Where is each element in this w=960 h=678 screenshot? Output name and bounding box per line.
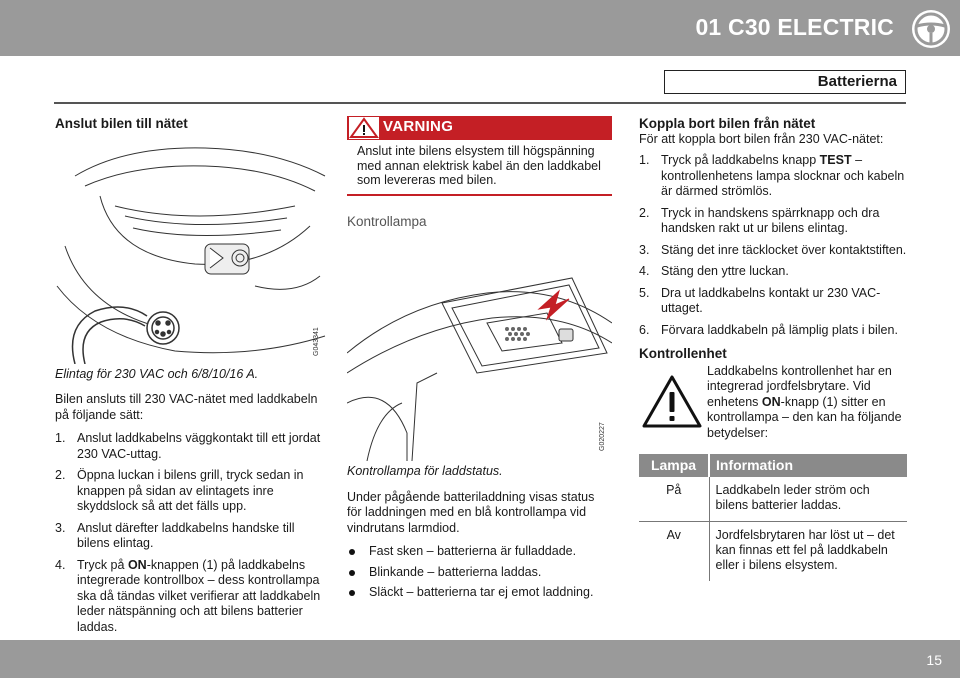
page-number: 15 — [926, 652, 942, 668]
warning-header — [347, 116, 612, 140]
image-caption: Elintag för 230 VAC och 6/8/10/16 A. — [55, 366, 259, 381]
right-column — [639, 116, 907, 581]
lamp-table — [639, 454, 907, 581]
warning-triangle-icon — [641, 374, 703, 430]
list-item: 4. Tryck på ON-knappen (1) på laddkabelns integrerade kontrollbox – dess kontrollampa ska då tändas vilket verifierar att laddkabeln leder nätspänning och att bilens batterier laddas. — [55, 557, 321, 634]
connect-intro: Bilen ansluts till 230 VAC-nätet med laddkabeln på följande sätt: — [55, 392, 318, 422]
chapter-title: 01 C30 ELECTRIC — [695, 14, 894, 40]
list-item: 3. Stäng det inre täcklocket över kontaktstiften. — [639, 242, 907, 257]
list-item: 6. Förvara laddkabeln på lämplig plats i bilen. — [639, 322, 898, 337]
indicator-text: Under pågående batteriladdning visas status för laddningen med en blå kontrollampa vid vindrutans larmdiod. — [347, 489, 595, 535]
warning-triangle-icon — [349, 117, 379, 139]
warning-label: VARNING — [383, 118, 454, 135]
image-id: G020227 — [599, 422, 606, 451]
connect-steps — [55, 431, 330, 635]
table-cell: Av — [639, 521, 709, 581]
list-item: 1. Anslut laddkabelns väggkontakt till ett jordat 230 VAC-uttag. — [55, 431, 321, 461]
table-row — [639, 521, 907, 581]
list-item: 2. Tryck in handskens spärrknapp och dra handsken rakt ut ur bilens elintag. — [639, 205, 880, 235]
footer-bar — [0, 640, 960, 678]
windscreen-drawing — [347, 233, 612, 461]
header-bar — [0, 0, 960, 56]
table-cell: På — [639, 477, 709, 522]
connect-heading: Anslut bilen till nätet — [55, 116, 188, 131]
indicator-states — [347, 544, 612, 601]
disconnect-intro: För att koppla bort bilen från 230 VAC-nätet: — [639, 131, 884, 146]
warning-box — [347, 116, 612, 196]
left-column — [55, 116, 330, 641]
steering-wheel-icon — [910, 8, 952, 50]
car-grille-drawing — [55, 136, 330, 364]
indicator-heading: Kontrollampa — [347, 213, 427, 229]
list-item: 2. Öppna luckan i bilens grill, tryck sedan in knappen på sidan av elintagets inre skyddslock så att det fälls upp. — [55, 468, 304, 513]
list-item: 3. Anslut därefter laddkabelns handske till bilens elintag. — [55, 520, 295, 550]
list-item: Fast sken – batterierna är fulladdade. — [347, 544, 612, 560]
middle-column — [347, 116, 612, 606]
table-header: Lampa — [639, 454, 709, 477]
image-caption: Kontrollampa för laddstatus. — [347, 464, 503, 478]
list-item: Släckt – batterierna tar ej emot laddning. — [347, 585, 612, 601]
table-header: Information — [709, 454, 907, 477]
charging-inlet-illustration — [55, 136, 330, 364]
disconnect-steps — [639, 153, 907, 338]
list-item: 5. Dra ut laddkabelns kontakt ur 230 VAC-uttaget. — [639, 285, 881, 315]
table-cell: Laddkabeln leder ström och bilens batterier laddas. — [709, 477, 907, 522]
section-title: Batterierna — [664, 70, 906, 94]
list-item: Blinkande – batterierna laddas. — [347, 565, 612, 581]
control-unit-block — [639, 364, 907, 446]
control-unit-text: Laddkabelns kontrollenhet har en integrerad jordfelsbrytare. Vid enhetens ON-knapp (1) sitter en kontrollampa – den kan ha följande betydelser: — [707, 363, 902, 440]
table-row — [639, 477, 907, 522]
warning-text: Anslut inte bilens elsystem till högspänning med annan elektrisk kabel än den laddkabel som levereras med bilen. — [347, 140, 612, 196]
table-cell: Jordfelsbrytaren har löst ut – det kan finnas ett fel på laddkabeln eller i bilens elsystem. — [715, 527, 895, 572]
section-divider — [54, 102, 906, 104]
list-item: 4. Stäng den yttre luckan. — [639, 264, 789, 278]
image-id: G043341 — [313, 326, 320, 356]
dashboard-illustration — [347, 233, 612, 461]
control-unit-heading: Kontrollenhet — [639, 346, 727, 361]
disconnect-heading: Koppla bort bilen från nätet — [639, 116, 816, 131]
list-item: 1. Tryck på laddkabelns knapp TEST – kontrollenhetens lampa slocknar och kabeln är därmed strömlös. — [639, 153, 905, 198]
